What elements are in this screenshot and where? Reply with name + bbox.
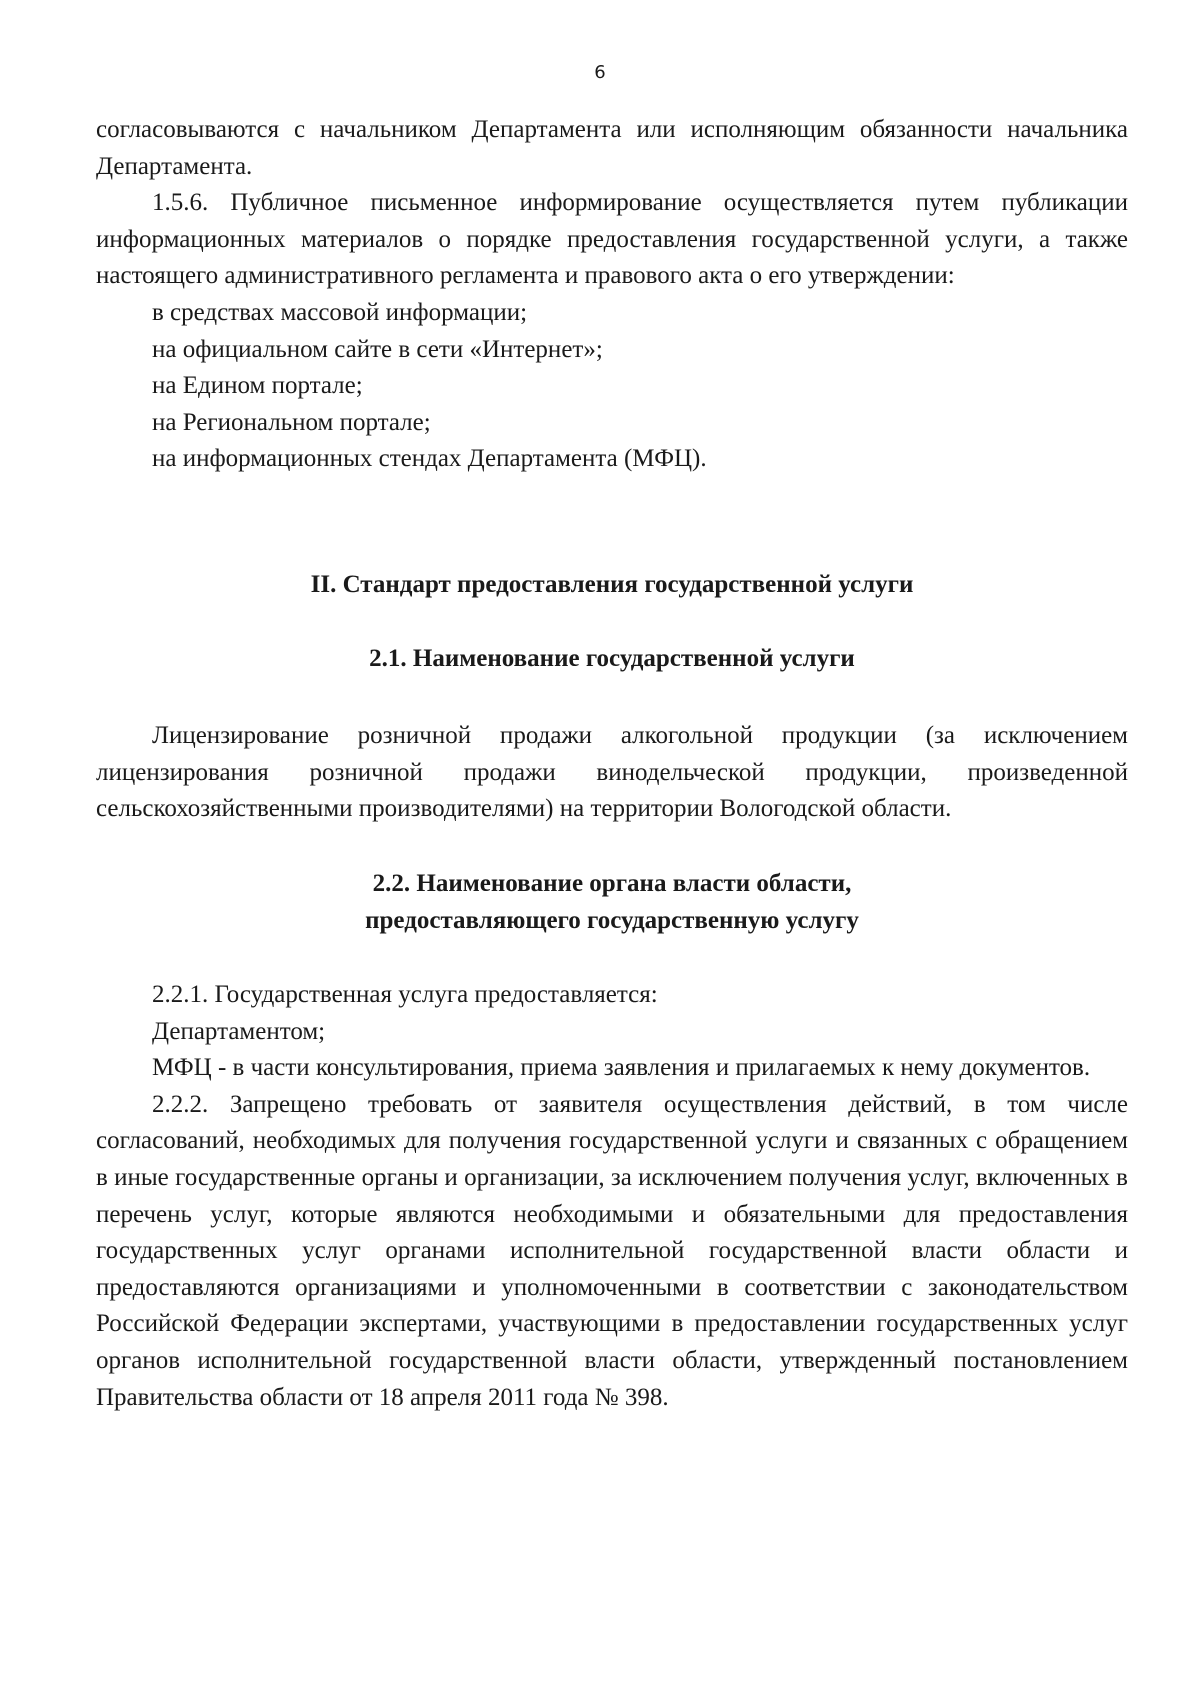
paragraph-continuation: согласовываются с начальником Департамента или исполняющим обязанности начальника Департамента. — [96, 116, 1128, 180]
page-number: 6 — [594, 62, 606, 83]
list-item: на официальном сайте в сети «Интернет»; — [152, 335, 603, 363]
subsection-2-2-title-line-2: предоставляющего государственную услугу — [365, 906, 859, 934]
section-2-heading-block — [96, 567, 1128, 604]
subsection-2-1-title: 2.1. Наименование государственной услуги — [369, 645, 855, 672]
list-item: на информационных стендах Департамента (МФЦ). — [152, 445, 707, 473]
section-1-5-continuation — [96, 112, 1128, 478]
subsection-2-2-title-line-1: 2.2. Наименование органа власти области, — [372, 870, 852, 897]
paragraph-2-2-1: 2.2.1. Государственная услуга предоставляется: — [152, 981, 658, 1008]
subsection-2-1-body — [96, 718, 1128, 828]
subsection-2-1-heading-block — [96, 641, 1128, 678]
section-2-title: II. Стандарт предоставления государственной услуги — [310, 571, 914, 598]
subsection-2-2-body — [96, 977, 1128, 1416]
list-item: на Едином портале; — [152, 372, 363, 400]
publication-list — [96, 295, 1128, 478]
paragraph-2-2-2: 2.2.2. Запрещено требовать от заявителя осуществления действий, в том числе согласований, необходимых для получения государственной услуги и связанных с обращением в иные государственные органы и организации, за исключением получения услуг, включенных в перечень услуг, которые являются необходимыми и обязательными для предоставления государственных услуг органами исполнительной государственной власти области и предоставляются организациями и уполномоченными в соответствии с законодательством Российской Федерации экспертами, участвующими в предоставлении государственных услуг органов исполнительной государственной власти области, утвержденный постановлением Правительства области от 18 апреля 2011 года № 398. — [96, 1090, 1128, 1411]
list-item: в средствах массовой информации; — [152, 298, 528, 326]
paragraph-2-2-1-b: МФЦ - в части консультирования, приема заявления и прилагаемых к нему документов. — [152, 1054, 1091, 1082]
subsection-2-2-heading-block — [96, 866, 1128, 939]
paragraph-2-1: Лицензирование розничной продажи алкогольной продукции (за исключением лицензирования розничной продажи винодельческой продукции, произведенной сельскохозяйственными производителями) на территории Вологодской области. — [96, 722, 1128, 823]
paragraph-1-5-6: 1.5.6. Публичное письменное информирование осуществляется путем публикации информационных материалов о порядке предоставления государственной услуги, а также настоящего административного регламента и правового акта о его утверждении: — [96, 189, 1128, 290]
list-item: на Региональном портале; — [152, 408, 431, 436]
paragraph-2-2-1-a: Департаментом; — [152, 1017, 326, 1045]
